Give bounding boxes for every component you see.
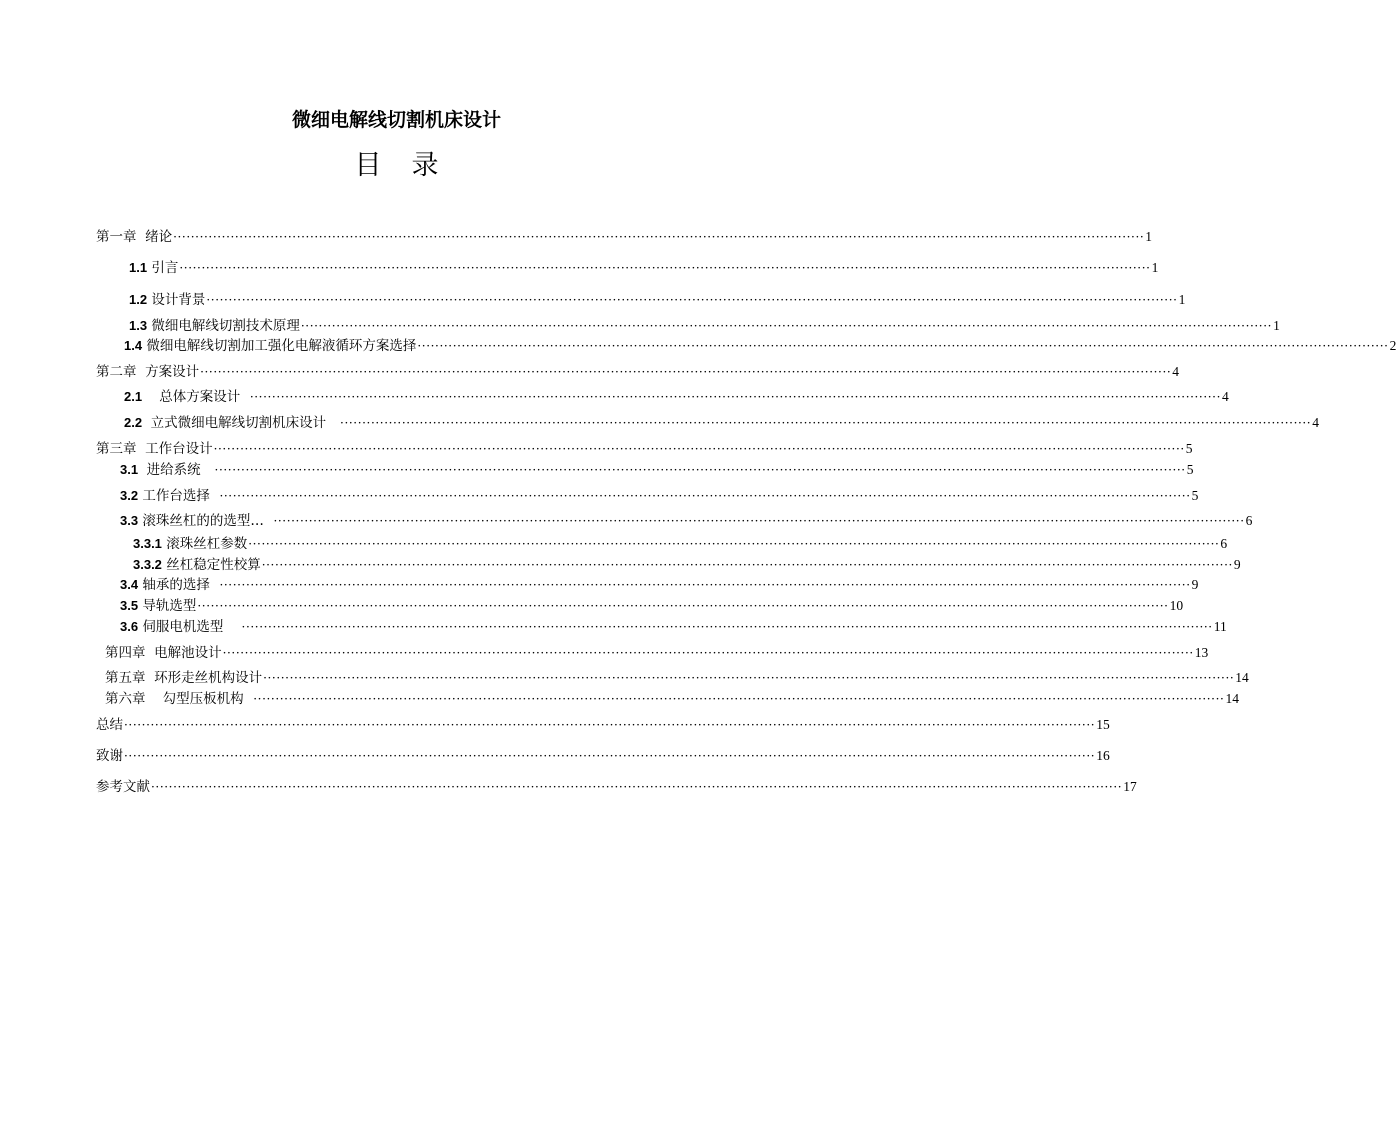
toc-entry[interactable] bbox=[105, 690, 1239, 708]
toc-entry-number: 1.4 bbox=[124, 338, 143, 353]
toc-entry-number: 3.3 bbox=[120, 513, 139, 528]
toc-leader-dots: ···························································································································································································································· bbox=[300, 319, 1273, 333]
toc-entry-label: 微细电解线切割加工强化电解液循环方案选择 bbox=[142, 338, 417, 354]
toc-entry-number: 1.1 bbox=[129, 260, 148, 275]
toc-entry-label: 设计背景 bbox=[147, 292, 206, 308]
toc-entry-page: 14 bbox=[1235, 670, 1249, 685]
toc-entry[interactable] bbox=[96, 440, 1193, 458]
toc-entry-page: 1 bbox=[1178, 292, 1186, 307]
toc-entry-page: 2 bbox=[1389, 338, 1396, 353]
toc-entry-label: 参考文献 bbox=[96, 779, 150, 795]
toc-entry-label: 立式微细电解线切割机床设计 bbox=[142, 415, 340, 431]
toc-leader-dots: ···························································································································································································································· bbox=[417, 339, 1389, 353]
toc-entry[interactable] bbox=[120, 597, 1184, 615]
toc-entry-page: 1 bbox=[1151, 260, 1159, 275]
toc-entry-number: 3.4 bbox=[120, 577, 139, 592]
toc-entry-label: 引言 bbox=[147, 260, 179, 276]
toc-entry-page: 17 bbox=[1123, 779, 1137, 794]
toc-entry-page: 6 bbox=[1245, 513, 1253, 528]
toc-leader-dots: ···························································································································································································································· bbox=[241, 620, 1213, 634]
toc-entry-label: 第一章 绪论 bbox=[96, 229, 173, 245]
toc-leader-dots: ···························································································································································································································· bbox=[124, 749, 1096, 763]
toc-entry[interactable] bbox=[120, 487, 1199, 505]
toc-entry-label: 第二章 方案设计 bbox=[96, 364, 200, 380]
toc-heading-left: 目 bbox=[354, 150, 382, 181]
toc-entry-page: 16 bbox=[1096, 748, 1110, 763]
toc-entry[interactable] bbox=[96, 716, 1110, 734]
toc-entry-page: 4 bbox=[1172, 364, 1180, 379]
toc-entry-label: 第五章 环形走丝机构设计 bbox=[105, 670, 263, 686]
toc-leader-dots: ···························································································································································································································· bbox=[273, 514, 1245, 528]
toc-leader-dots: ···························································································································································································································· bbox=[179, 261, 1151, 275]
toc-entry[interactable] bbox=[129, 259, 1159, 277]
toc-leader-dots: ···························································································································································································································· bbox=[249, 390, 1222, 404]
toc-entry-label: 第三章 工作台设计 bbox=[96, 441, 213, 457]
toc-heading-right: 录 bbox=[411, 150, 439, 181]
toc-entry-label: 丝杠稳定性校算 bbox=[161, 557, 261, 573]
toc-entry[interactable] bbox=[120, 461, 1194, 479]
toc-entry[interactable] bbox=[105, 669, 1249, 687]
toc-entry[interactable] bbox=[96, 363, 1180, 381]
toc-entry[interactable] bbox=[129, 317, 1280, 335]
toc-entry-label: 进给系统 bbox=[138, 462, 214, 478]
toc-leader-dots: ···························································································································································································································· bbox=[219, 489, 1191, 503]
toc-entry[interactable] bbox=[133, 535, 1228, 553]
toc-entry-number: 2.1 bbox=[124, 389, 143, 404]
toc-leader-dots: ···························································································································································································································· bbox=[248, 537, 1220, 551]
toc-entry-page: 5 bbox=[1186, 462, 1194, 477]
toc-entry-page: 6 bbox=[1220, 536, 1228, 551]
toc-leader-dots: ···························································································································································································································· bbox=[253, 692, 1225, 706]
toc-entry[interactable] bbox=[124, 414, 1319, 432]
toc-entry[interactable] bbox=[120, 512, 1253, 530]
toc-leader-dots: ···························································································································································································································· bbox=[213, 442, 1185, 456]
toc-leader-dots: ···························································································································································································································· bbox=[124, 718, 1096, 732]
toc-entry-number: 3.2 bbox=[120, 488, 139, 503]
toc-entry-page: 15 bbox=[1096, 717, 1110, 732]
toc-entry[interactable] bbox=[129, 291, 1186, 309]
toc-entry[interactable] bbox=[96, 228, 1153, 246]
toc-entry[interactable] bbox=[105, 644, 1209, 662]
toc-entry[interactable] bbox=[133, 556, 1241, 574]
toc-leader-dots: ···························································································································································································································· bbox=[261, 558, 1233, 572]
toc-leader-dots: ···························································································································································································································· bbox=[263, 671, 1235, 685]
document-title: 微细电解线切割机床设计 bbox=[291, 109, 501, 131]
toc-leader-dots: ···························································································································································································································· bbox=[200, 365, 1172, 379]
toc-entry[interactable] bbox=[120, 576, 1199, 594]
toc-entry-label: 伺服电机选型 bbox=[138, 619, 241, 635]
toc-entry[interactable] bbox=[124, 337, 1396, 355]
toc-entry[interactable] bbox=[96, 778, 1137, 796]
toc-entry-page: 5 bbox=[1191, 488, 1199, 503]
toc-entry[interactable] bbox=[124, 388, 1229, 406]
toc-entry[interactable] bbox=[120, 618, 1227, 636]
toc-entry-label: 第六章 勾型压板机构 bbox=[105, 691, 253, 707]
toc-entry-label: 导轨选型 bbox=[138, 598, 197, 614]
toc-entry-page: 13 bbox=[1194, 645, 1209, 660]
toc-entry-page: 4 bbox=[1222, 389, 1229, 404]
toc-leader-dots: ···························································································································································································································· bbox=[340, 416, 1312, 430]
toc-leader-dots: ···························································································································································································································· bbox=[222, 646, 1194, 660]
toc-entry-label: 微细电解线切割技术原理 bbox=[147, 318, 300, 334]
toc-entry-page: 11 bbox=[1213, 619, 1227, 634]
toc-entry-number: 3.1 bbox=[120, 462, 139, 477]
toc-entry-number: 3.6 bbox=[120, 619, 139, 634]
toc-entry-page: 9 bbox=[1191, 577, 1199, 592]
toc-entry-number: 1.3 bbox=[129, 318, 148, 333]
toc-entry-number: 3.3.1 bbox=[133, 536, 162, 551]
toc-entry-label: 总体方案设计 bbox=[142, 389, 249, 405]
toc-entry[interactable] bbox=[96, 747, 1110, 765]
toc-entry-page: 9 bbox=[1233, 557, 1241, 572]
toc-entry-page: 1 bbox=[1273, 318, 1280, 333]
toc-entry-label: 轴承的选择 bbox=[138, 577, 219, 593]
toc-entry-number: 3.3.2 bbox=[133, 557, 162, 572]
toc-entry-page: 4 bbox=[1312, 415, 1319, 430]
toc-entry-number: 3.5 bbox=[120, 598, 139, 613]
toc-entry-label: 工作台选择 bbox=[138, 488, 219, 504]
toc-leader-dots: ···························································································································································································································· bbox=[173, 230, 1145, 244]
toc-entry-label: 总结 bbox=[96, 717, 123, 733]
toc-entry-label: 滚珠丝杠参数 bbox=[161, 536, 248, 552]
toc-entry-label: 第四章 电解池设计 bbox=[105, 645, 222, 661]
toc-entry-number: 2.2 bbox=[124, 415, 143, 430]
toc-entry-label: 滚珠丝杠的的选型… bbox=[138, 513, 273, 529]
toc-entry-page: 1 bbox=[1145, 229, 1153, 244]
toc-entry-number: 1.2 bbox=[129, 292, 148, 307]
toc-entry-page: 10 bbox=[1169, 598, 1184, 613]
toc-entry-page: 14 bbox=[1225, 691, 1239, 706]
toc-leader-dots: ···························································································································································································································· bbox=[219, 578, 1191, 592]
toc-leader-dots: ···························································································································································································································· bbox=[197, 599, 1169, 613]
toc-leader-dots: ···························································································································································································································· bbox=[151, 780, 1123, 794]
toc-leader-dots: ···························································································································································································································· bbox=[206, 293, 1178, 307]
toc-entry-label: 致谢 bbox=[96, 748, 123, 764]
toc-leader-dots: ···························································································································································································································· bbox=[214, 463, 1186, 477]
toc-entry-page: 5 bbox=[1185, 441, 1193, 456]
